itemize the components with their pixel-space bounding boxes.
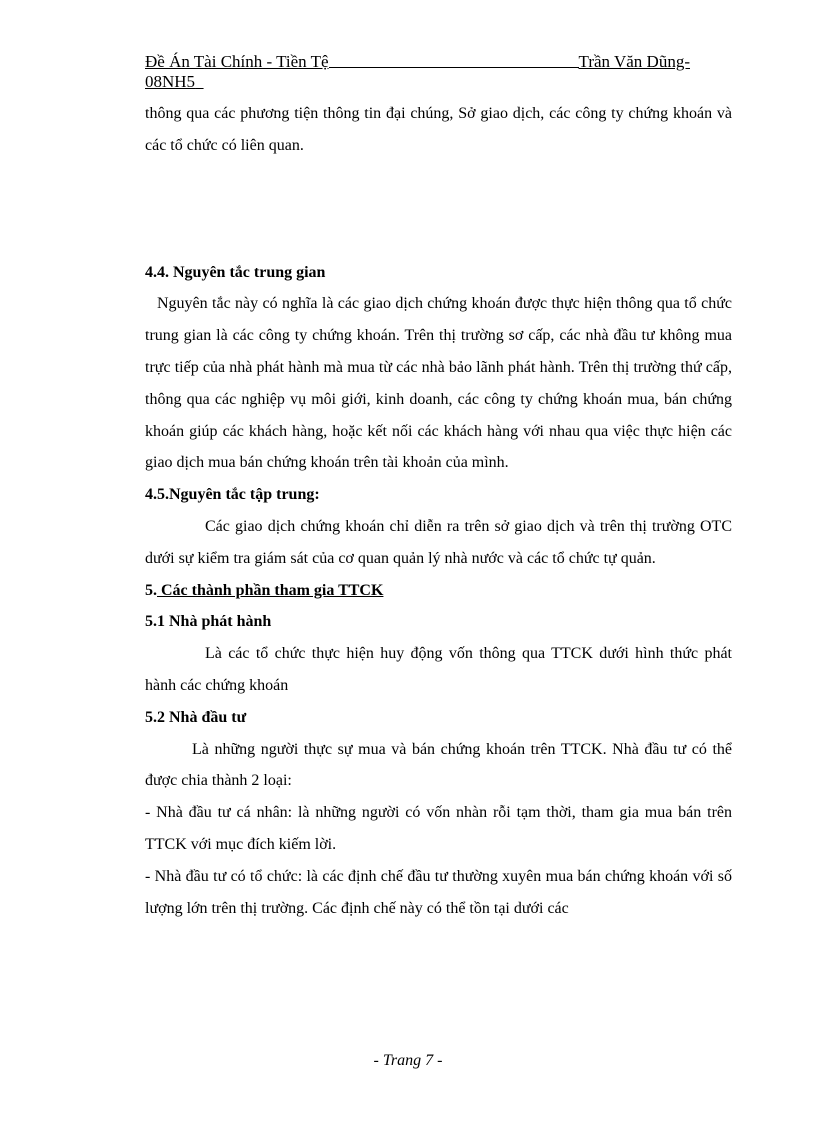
intro-paragraph: thông qua các phương tiện thông tin đại chúng, Sở giao dịch, các công ty chứng khoán và các tổ chức có liên quan. xyxy=(145,105,732,154)
page-header xyxy=(145,52,690,92)
section-5-heading xyxy=(145,575,732,607)
section-4-4-heading: 4.4. Nguyên tắc trung gian xyxy=(145,263,326,281)
section-5-title: Các thành phần tham gia TTCK xyxy=(157,581,384,599)
header-class-code: 08NH5 xyxy=(145,72,196,91)
page-number-footer: - Trang 7 - xyxy=(373,1052,443,1069)
section-4-4-paragraph: Nguyên tắc này có nghĩa là các giao dịch chứng khoán được thực hiện thông qua tổ chức trung gian là các công ty chứng khoán. Trên thị trường sơ cấp, các nhà đầu tư không mua trực tiếp của nhà phát hành mà mua từ các nhà bảo lãnh phát hành. Trên thị trường thứ cấp, thông qua các nghiệp vụ môi giới, kinh doanh, các công ty chứng khoán mua, bán chứng khoán giúp các khách hàng, hoặc kết nối các khách hàng với nhau qua việc thực hiện các giao dịch mua bán chứng khoán trên tài khoản của mình. xyxy=(145,295,732,472)
header-author: Trần Văn Dũng- xyxy=(578,52,690,71)
document-body xyxy=(145,98,732,924)
section-5-2-paragraph: Là những người thực sự mua và bán chứng khoán trên TTCK. Nhà đầu tư có thể được chia thành 2 loại: xyxy=(145,740,732,790)
header-underline-fill xyxy=(329,52,579,68)
header-document-title: Đề Án Tài Chính - Tiền Tệ xyxy=(145,52,329,71)
section-5-number: 5. xyxy=(145,581,157,599)
section-4-5-paragraph: Các giao dịch chứng khoán chỉ diễn ra trên sở giao dịch và trên thị trường OTC dưới sự kiểm tra giám sát của cơ quan quản lý nhà nước và các tổ chức tự quản. xyxy=(145,517,732,567)
blank-space xyxy=(145,162,732,257)
investor-type-individual: - Nhà đầu tư cá nhân: là những người có vốn nhàn rỗi tạm thời, tham gia mua bán trên TTCK với mục đích kiếm lời. xyxy=(145,804,732,853)
page-header-row xyxy=(145,52,690,72)
section-5-2-heading: 5.2 Nhà đầu tư xyxy=(145,708,247,726)
section-5-1-heading: 5.1 Nhà phát hành xyxy=(145,613,272,631)
investor-type-institutional: - Nhà đầu tư có tổ chức: là các định chế đầu tư thường xuyên mua bán chứng khoán với số lượng lớn trên thị trường. Các định chế này có thể tồn tại dưới các xyxy=(145,867,732,917)
section-5-1-paragraph: Là các tổ chức thực hiện huy động vốn thông qua TTCK dưới hình thức phát hành các chứng khoán xyxy=(145,645,732,694)
section-4-5-heading: 4.5.Nguyên tắc tập trung: xyxy=(145,486,320,504)
